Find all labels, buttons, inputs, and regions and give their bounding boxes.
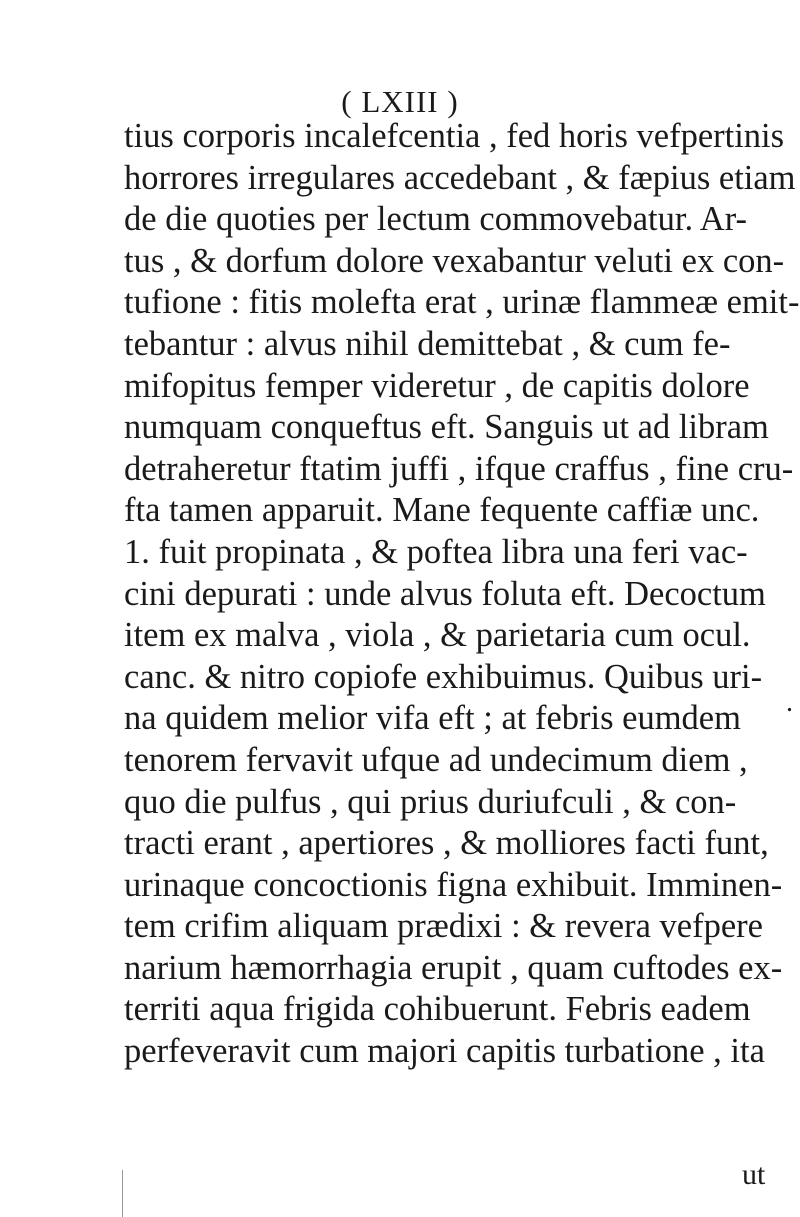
catchword: ut bbox=[742, 1158, 766, 1191]
text-line: tus , & dorfum dolore vexabantur veluti ex con- bbox=[124, 241, 785, 280]
text-line: cini depurati : unde alvus foluta eft. Decoctum bbox=[124, 574, 766, 613]
text-line: tebantur : alvus nihil demittebat , & cum fe- bbox=[124, 324, 731, 363]
margin-mark: . bbox=[786, 687, 793, 718]
text-line: detraheretur ftatim juffi , ifque craffus , fine cru- bbox=[124, 449, 794, 488]
text-line: numquam conqueftus eft. Sanguis ut ad libram bbox=[124, 408, 769, 447]
body-text bbox=[124, 116, 800, 1073]
text-line: tufione : fitis molefta erat , urinæ flammeæ emit- bbox=[124, 283, 800, 322]
text-line: horrores irregulares accedebant , & fæpius etiam bbox=[124, 158, 796, 197]
text-line: de die quoties per lectum commovebatur. Ar- bbox=[124, 200, 748, 239]
text-line: fta tamen apparuit. Mane fequente caffiæ unc. bbox=[124, 491, 760, 530]
text-line: tius corporis incalefcentia , fed horis vefpertinis bbox=[124, 117, 785, 155]
text-line: narium hæmorrhagia erupit , quam cuftodes ex- bbox=[124, 948, 783, 987]
text-line: quo die pulfus , qui prius duriufculi , & con- bbox=[124, 782, 737, 821]
text-line: tracti erant , apertiores , & molliores facti funt, bbox=[124, 824, 769, 863]
text-line: tem crifim aliquam prædixi : & revera vefpere bbox=[124, 907, 763, 946]
text-line: tenorem fervavit ufque ad undecimum diem , bbox=[124, 740, 748, 779]
text-line: mifopitus femper videretur , de capitis dolore bbox=[124, 366, 750, 405]
text-line: item ex malva , viola , & parietaria cum ocul. bbox=[124, 616, 751, 655]
page-number-header: ( LXIII ) bbox=[341, 84, 459, 119]
text-line: territi aqua frigida cohibuerunt. Febris eadem bbox=[124, 990, 751, 1029]
text-line: na quidem melior vifa eft ; at febris eumdem bbox=[124, 699, 741, 738]
text-line: canc. & nitro copiofe exhibuimus. Quibus uri- bbox=[124, 657, 763, 696]
text-line: perfeveravit cum majori capitis turbatione , ita bbox=[124, 1032, 765, 1071]
text-line: urinaque concoctionis figna exhibuit. Imminen- bbox=[124, 865, 783, 904]
page-edge-divider bbox=[122, 1170, 123, 1217]
text-line: 1. fuit propinata , & poftea libra una feri vac- bbox=[124, 532, 748, 571]
